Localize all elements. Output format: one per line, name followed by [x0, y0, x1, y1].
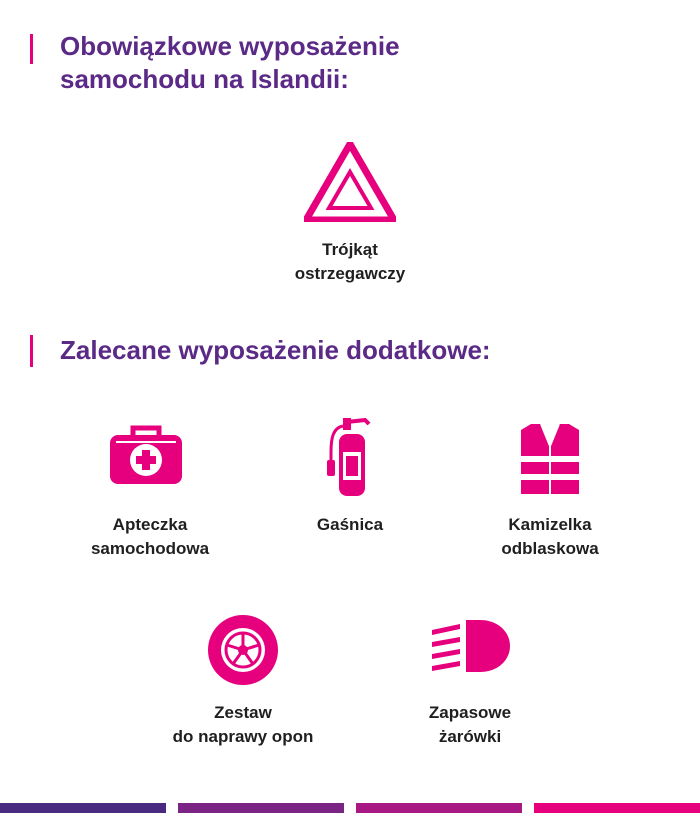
heading-accent-bar: [30, 335, 33, 367]
item-label-warning-triangle: Trójkąt ostrzegawczy: [294, 240, 406, 283]
section-title-mandatory: [60, 30, 400, 96]
title-line: samochodu na Islandii:: [60, 64, 349, 94]
section-title-recommended: Zalecane wyposażenie dodatkowe:: [60, 335, 491, 365]
bottom-stripe-3: [356, 803, 522, 813]
heading-accent-bar: [30, 34, 33, 64]
item-label-fire-extinguisher: Gaśnica: [316, 515, 384, 534]
title-line: Obowiązkowe wyposażenie: [60, 31, 400, 61]
item-label-spare-bulbs: Zapasowe żarówki: [428, 703, 512, 746]
item-label-first-aid-kit: Apteczka samochodowa: [90, 515, 210, 558]
tire-icon: [207, 614, 279, 686]
bottom-stripe-2: [178, 803, 344, 813]
warning-triangle-icon: [304, 142, 396, 222]
item-label-tire-repair-kit: Zestaw do naprawy opon: [172, 703, 314, 746]
bottom-stripe-4: [534, 803, 700, 813]
reflective-vest-icon: [517, 422, 583, 496]
headlight-bulb-icon: [428, 618, 512, 674]
first-aid-kit-icon: [108, 424, 184, 486]
bottom-stripe-1: [0, 803, 166, 813]
fire-extinguisher-icon: [325, 416, 375, 498]
item-label-reflective-vest: Kamizelka odblaskowa: [501, 515, 599, 558]
